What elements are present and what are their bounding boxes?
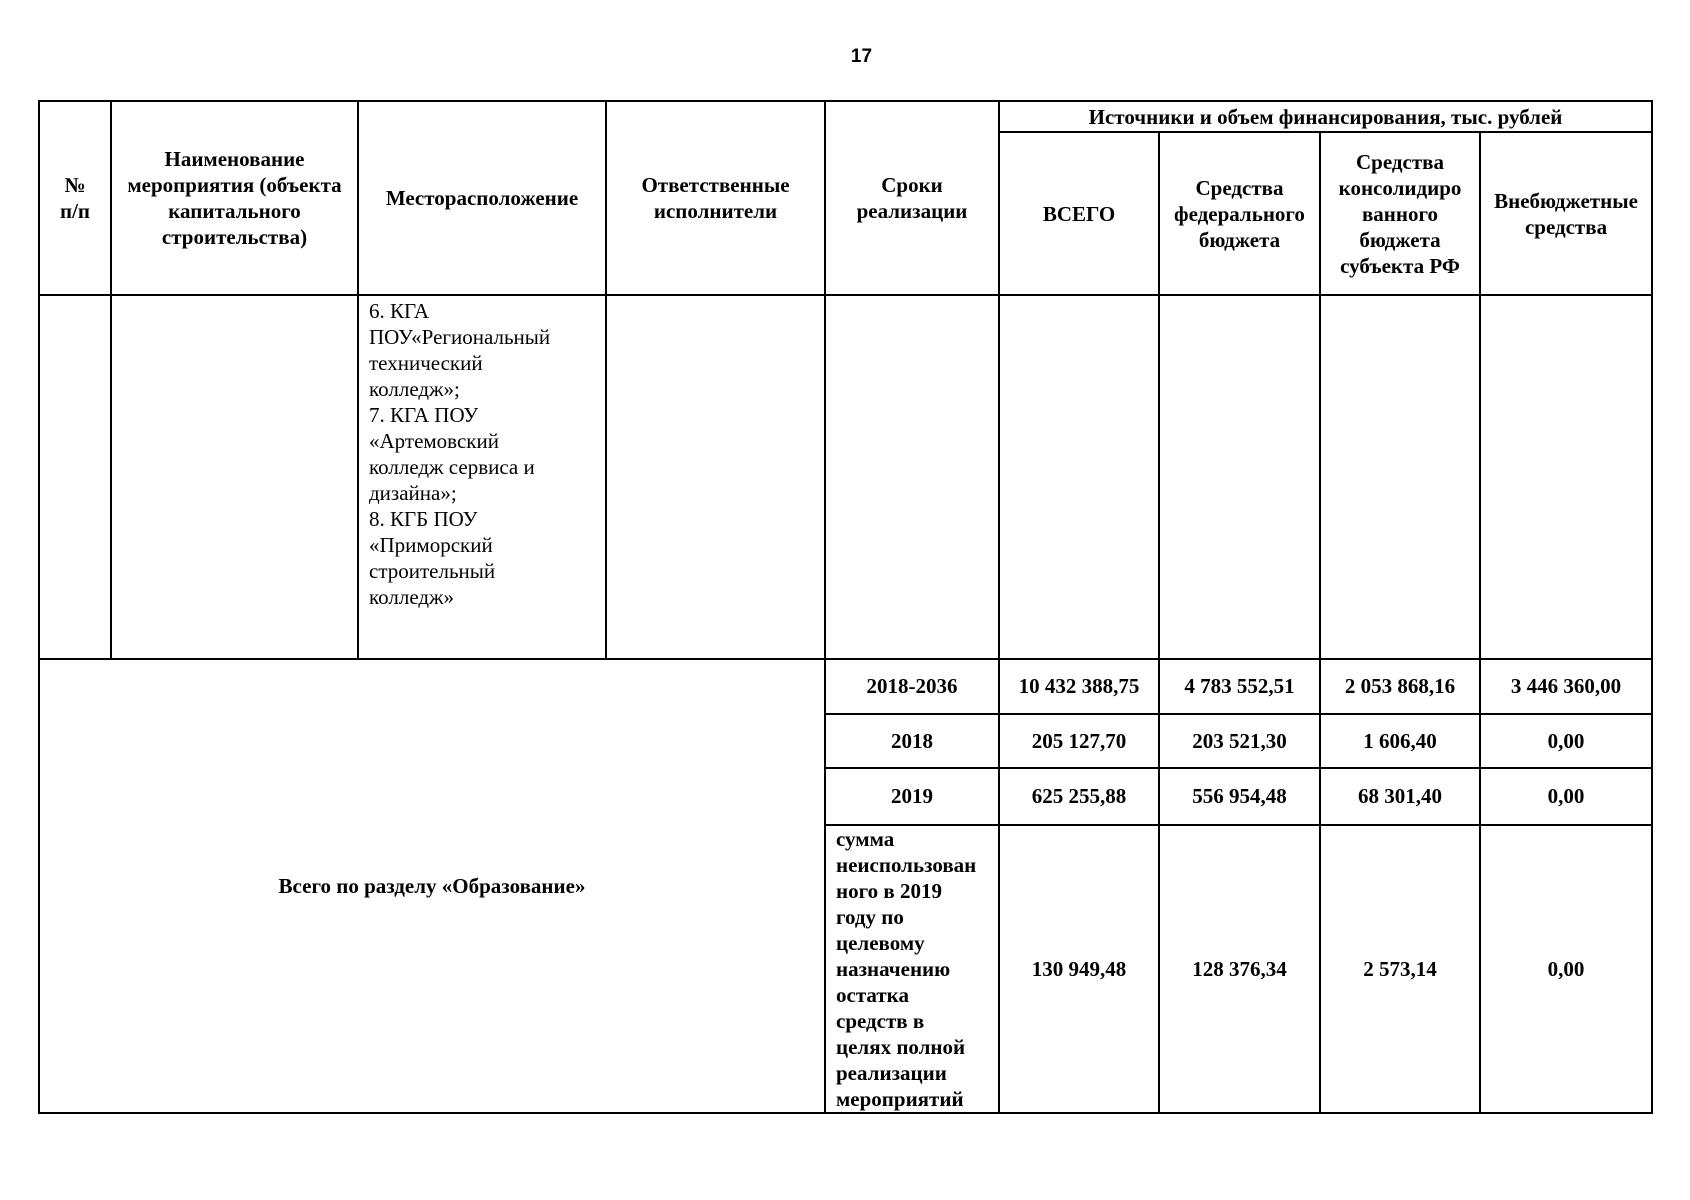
header-responsible: Ответственные исполнители bbox=[606, 101, 825, 295]
period-cell: 2019 bbox=[825, 768, 999, 825]
location-line: «Артемовский bbox=[369, 429, 499, 453]
header-funding-group: Источники и объем финансирования, тыс. рублей bbox=[999, 101, 1652, 132]
note-line: назначению bbox=[836, 957, 951, 981]
federal-cell: 556 954,48 bbox=[1159, 768, 1320, 825]
regional-cell: 2 053 868,16 bbox=[1320, 659, 1480, 714]
totals-row bbox=[39, 659, 1652, 714]
totals-label: Всего по разделу «Образование» bbox=[39, 659, 825, 1113]
location-line: технический bbox=[369, 351, 483, 375]
regional-cell: 1 606,40 bbox=[1320, 714, 1480, 768]
header-regional: Средства консолидиро ванного бюджета субъекта РФ bbox=[1320, 132, 1480, 295]
cell-name-empty bbox=[111, 295, 358, 659]
note-line: реализации bbox=[836, 1061, 947, 1085]
header-location: Месторасположение bbox=[358, 101, 606, 295]
regional-cell: 68 301,40 bbox=[1320, 768, 1480, 825]
extra-cell: 0,00 bbox=[1480, 825, 1652, 1113]
period-cell: 2018 bbox=[825, 714, 999, 768]
financing-table bbox=[38, 100, 1653, 1114]
federal-cell: 4 783 552,51 bbox=[1159, 659, 1320, 714]
cell-location bbox=[358, 295, 606, 659]
location-line: колледж» bbox=[369, 585, 455, 609]
header-extrabudget: Внебюджетные средства bbox=[1480, 132, 1652, 295]
note-line: остатка bbox=[836, 983, 909, 1007]
note-line: году по bbox=[836, 905, 904, 929]
header-terms: Сроки реализации bbox=[825, 101, 999, 295]
location-line: колледж»; bbox=[369, 377, 460, 401]
total-cell: 130 949,48 bbox=[999, 825, 1159, 1113]
extra-cell: 3 446 360,00 bbox=[1480, 659, 1652, 714]
location-line: ПОУ«Региональный bbox=[369, 325, 551, 349]
header-row-1 bbox=[39, 101, 1652, 132]
cell-num-empty bbox=[39, 295, 111, 659]
cell-total-empty bbox=[999, 295, 1159, 659]
cell-extra-empty bbox=[1480, 295, 1652, 659]
header-federal: Средства федерального бюджета bbox=[1159, 132, 1320, 295]
note-line: неиспользован bbox=[836, 853, 977, 877]
note-cell bbox=[825, 825, 999, 1113]
location-line: дизайна»; bbox=[369, 481, 457, 505]
cell-responsible-empty bbox=[606, 295, 825, 659]
location-line: 7. КГА ПОУ bbox=[369, 403, 479, 427]
total-cell: 205 127,70 bbox=[999, 714, 1159, 768]
total-cell: 10 432 388,75 bbox=[999, 659, 1159, 714]
location-line: 8. КГБ ПОУ bbox=[369, 507, 478, 531]
header-num: № п/п bbox=[39, 101, 111, 295]
cell-federal-empty bbox=[1159, 295, 1320, 659]
regional-cell: 2 573,14 bbox=[1320, 825, 1480, 1113]
location-line: «Приморский bbox=[369, 533, 493, 557]
federal-cell: 128 376,34 bbox=[1159, 825, 1320, 1113]
total-cell: 625 255,88 bbox=[999, 768, 1159, 825]
location-line: колледж сервиса и bbox=[369, 455, 535, 479]
continuation-row bbox=[39, 295, 1652, 659]
note-line: мероприятий bbox=[836, 1087, 964, 1111]
note-line: сумма bbox=[836, 827, 895, 851]
federal-cell: 203 521,30 bbox=[1159, 714, 1320, 768]
cell-regional-empty bbox=[1320, 295, 1480, 659]
header-name: Наименование мероприятия (объекта капитального строительства) bbox=[111, 101, 358, 295]
note-line: целевому bbox=[836, 931, 925, 955]
location-line: 6. КГА bbox=[369, 299, 430, 323]
location-line: строительный bbox=[369, 559, 496, 583]
period-cell: 2018-2036 bbox=[825, 659, 999, 714]
extra-cell: 0,00 bbox=[1480, 714, 1652, 768]
page-number: 17 bbox=[850, 46, 873, 67]
note-line: ного в 2019 bbox=[836, 879, 942, 903]
note-line: целях полной bbox=[836, 1035, 966, 1059]
cell-terms-empty bbox=[825, 295, 999, 659]
extra-cell: 0,00 bbox=[1480, 768, 1652, 825]
note-line: средств в bbox=[836, 1009, 925, 1033]
header-total: ВСЕГО bbox=[999, 132, 1159, 295]
